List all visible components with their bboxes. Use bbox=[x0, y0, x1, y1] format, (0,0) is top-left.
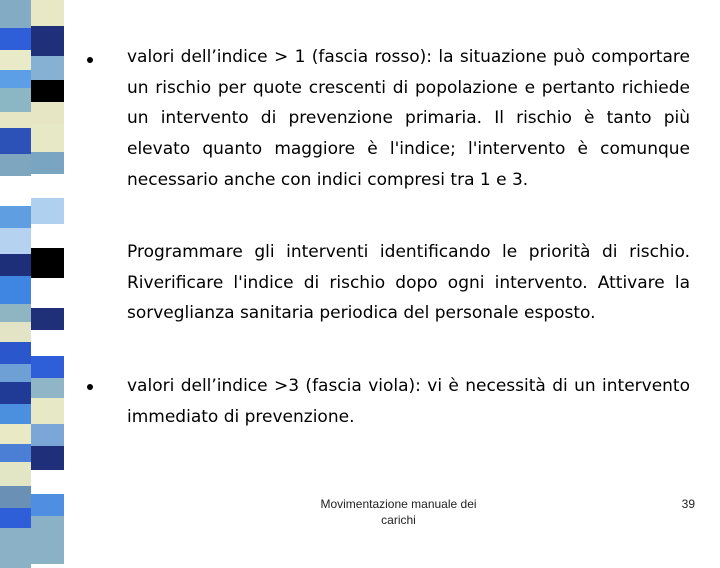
strip-block bbox=[0, 0, 31, 28]
bullet-dot bbox=[87, 57, 93, 63]
decorative-side-strip bbox=[0, 0, 64, 540]
strip-block bbox=[31, 356, 64, 378]
bullet-text-fascia-rosso: valori dell’indice > 1 (fascia rosso): la situazione può comportare un rischio per quote crescenti di popolazione e pertanto richiede un intervento di prevenzione primaria. Il rischio è tanto più elevato quanto maggiore è l'indice; l'intervento è comunque necessario anche con indici compresi tra 1 e 3. bbox=[127, 47, 690, 190]
strip-block bbox=[0, 254, 31, 276]
strip-block bbox=[31, 516, 64, 564]
strip-block bbox=[0, 486, 31, 508]
strip-block bbox=[31, 378, 64, 398]
strip-block bbox=[31, 102, 64, 124]
strip-block bbox=[0, 382, 31, 404]
strip-block bbox=[31, 248, 64, 278]
strip-block bbox=[0, 176, 31, 206]
strip-block bbox=[31, 124, 64, 152]
strip-block bbox=[31, 0, 64, 26]
strip-block bbox=[31, 330, 64, 356]
strip-block bbox=[0, 404, 31, 424]
strip-block bbox=[31, 174, 64, 198]
strip-block bbox=[31, 494, 64, 516]
strip-block bbox=[31, 26, 64, 56]
strip-block bbox=[0, 276, 31, 304]
strip-block bbox=[0, 50, 31, 70]
strip-block bbox=[0, 462, 31, 486]
strip-block bbox=[0, 364, 31, 382]
strip-block bbox=[31, 424, 64, 446]
strip-block bbox=[0, 508, 31, 528]
strip-block bbox=[0, 154, 31, 176]
footer-caption: Movimentazione manuale dei carichi bbox=[320, 497, 477, 527]
strip-block bbox=[31, 152, 64, 174]
page-number: 39 bbox=[681, 497, 695, 511]
strip-block bbox=[0, 112, 31, 128]
strip-column-right bbox=[31, 0, 64, 568]
strip-block bbox=[0, 528, 31, 568]
strip-block bbox=[0, 322, 31, 342]
strip-block bbox=[0, 424, 31, 444]
strip-block bbox=[31, 470, 64, 494]
strip-block bbox=[0, 128, 31, 154]
strip-block bbox=[0, 206, 31, 228]
strip-block bbox=[0, 70, 31, 88]
strip-block bbox=[31, 308, 64, 330]
bullet-text-actions: Programmare gli interventi identificando le priorità di rischio. Riverificare l'indice di rischio dopo ogni intervento. Attivare la sorveglianza sanitaria periodica del personale esposto. bbox=[127, 242, 690, 324]
strip-block bbox=[0, 304, 31, 322]
strip-block bbox=[31, 278, 64, 308]
strip-block bbox=[0, 28, 31, 50]
strip-column-left bbox=[0, 0, 31, 568]
bullet-dot bbox=[87, 384, 93, 390]
strip-block bbox=[0, 444, 31, 462]
strip-block bbox=[31, 198, 64, 224]
strip-block bbox=[31, 398, 64, 424]
bullet-text-fascia-viola: valori dell’indice >3 (fascia viola): vi è necessità di un intervento immediato di prevenzione. bbox=[127, 376, 690, 427]
strip-block bbox=[31, 224, 64, 248]
strip-block bbox=[31, 446, 64, 470]
strip-block bbox=[0, 342, 31, 364]
strip-block bbox=[0, 228, 31, 254]
strip-block bbox=[31, 56, 64, 80]
strip-block bbox=[0, 88, 31, 112]
strip-block bbox=[31, 80, 64, 102]
